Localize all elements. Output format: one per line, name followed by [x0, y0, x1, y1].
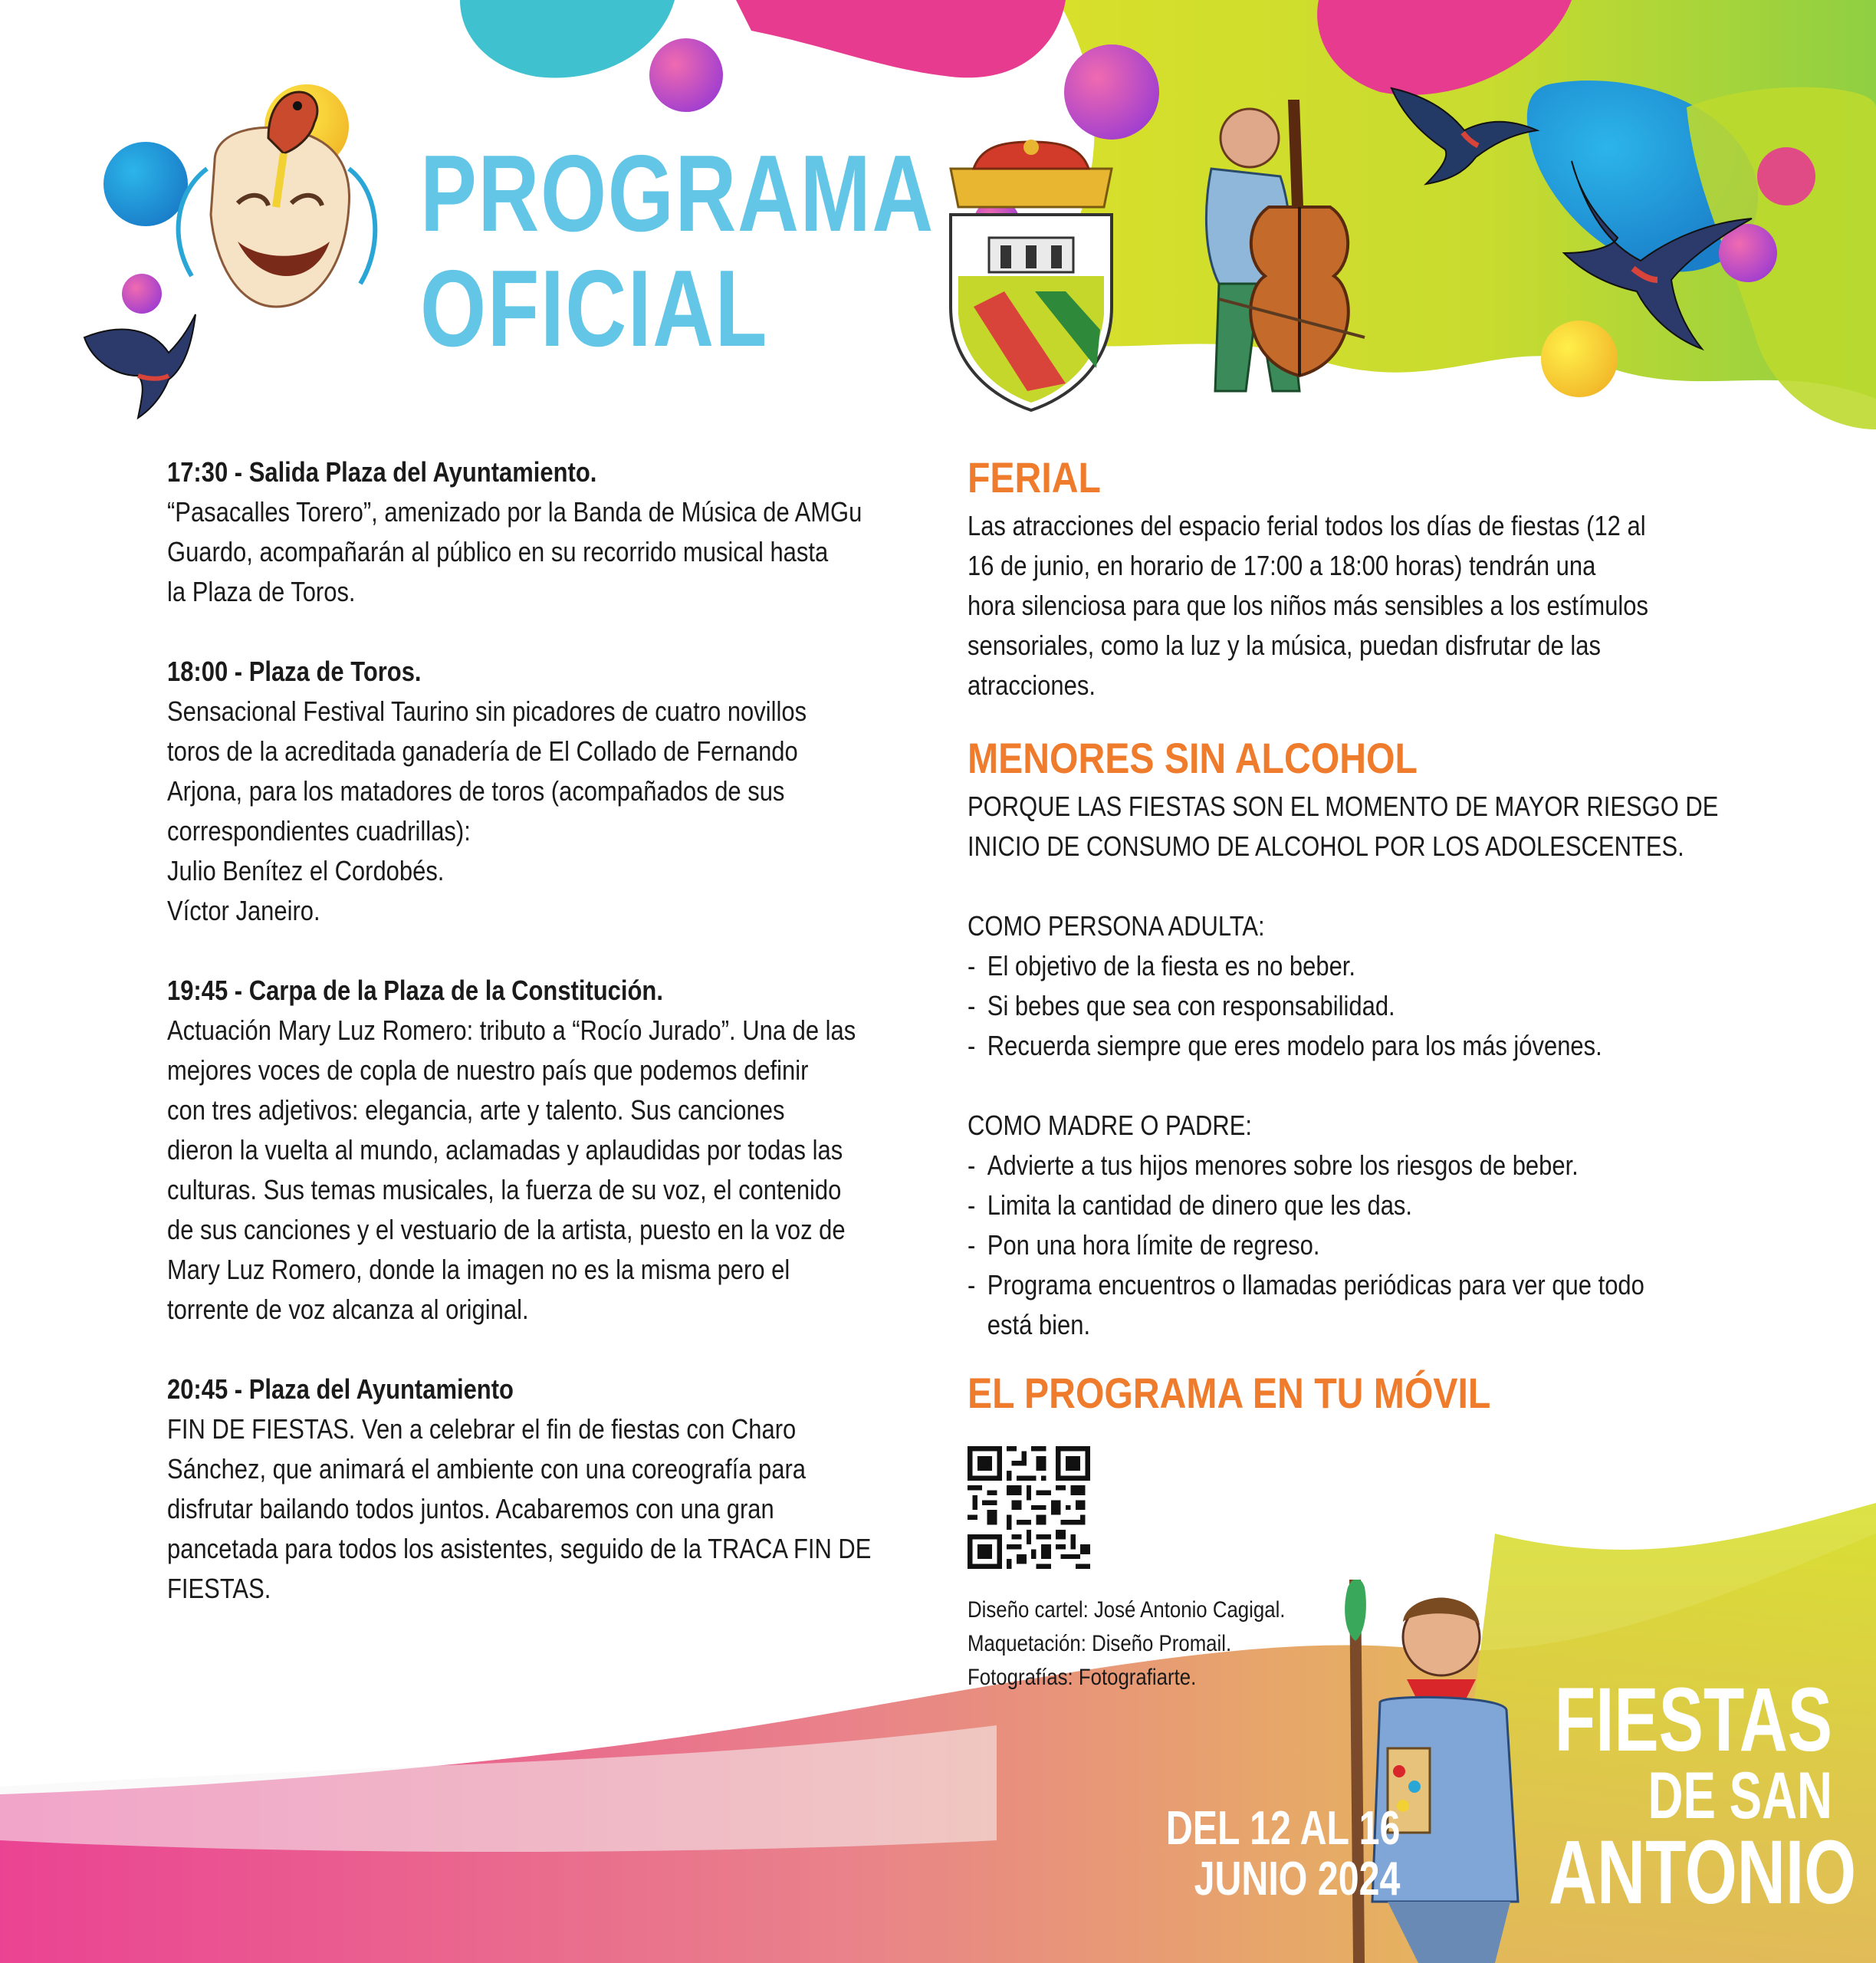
- event-time: 17:30: [167, 456, 228, 488]
- event-text-line: Arjona, para los matadores de toros (acompañados de sus: [167, 775, 785, 807]
- padres-list: [968, 1146, 1719, 1345]
- dates-line-1: DEL 12 AL 16: [1165, 1802, 1401, 1855]
- event-text-line: la Plaza de Toros.: [167, 576, 356, 607]
- theater-mask-icon: [169, 77, 383, 360]
- feria-section: [968, 452, 1719, 705]
- swallow-icon: [1556, 153, 1756, 353]
- coat-of-arms-icon: [928, 138, 1135, 414]
- event-text-line: Víctor Janeiro.: [167, 895, 320, 926]
- event-text-line: con tres adjetivos: elegancia, arte y talento. Sus canciones: [167, 1094, 785, 1126]
- credits: [968, 1593, 1285, 1695]
- feria-text-line: hora silenciosa para que los niños más sensibles a los estímulos: [968, 590, 1648, 621]
- festival-name: [1549, 1669, 1857, 1923]
- event-text-line: Mary Luz Romero, donde la imagen no es la misma pero el: [167, 1254, 790, 1285]
- event-text-line: Julio Benítez el Cordobés.: [167, 855, 445, 886]
- program-list: [167, 452, 918, 1649]
- event-text-line: pancetada para todos los asistentes, seguido de la TRACA FIN DE: [167, 1533, 872, 1564]
- list-item: - Limita la cantidad de dinero que les das.: [968, 1185, 1719, 1225]
- event-2: [167, 652, 918, 931]
- title-line-1: PROGRAMA: [420, 133, 935, 255]
- painter-figure-icon: [1334, 1580, 1541, 1963]
- event-text-line: FIN DE FIESTAS. Ven a celebrar el fin de fiestas con Charo: [167, 1413, 797, 1445]
- feria-text-line: sensoriales, como la luz y la música, puedan disfrutar de las: [968, 630, 1602, 661]
- list-item: - Programa encuentros o llamadas periódicas para ver que todo está bien.: [968, 1265, 1647, 1345]
- event-text-line: mejores voces de copla de nuestro país que podemos definir: [167, 1054, 809, 1086]
- menores-section: [968, 733, 1719, 1345]
- event-time: 19:45: [167, 975, 228, 1006]
- event-text-line: dieron la vuelta al mundo, aclamadas y aplaudidas por todas las: [167, 1134, 843, 1166]
- credit-line: Diseño cartel: José Antonio Cagigal.: [968, 1597, 1286, 1623]
- event-text-line: toros de la acreditada ganadería de El Collado de Fernando: [167, 735, 798, 767]
- dates-line-2: JUNIO 2024: [1194, 1853, 1401, 1905]
- list-item: - El objetivo de la fiesta es no beber.: [968, 946, 1719, 986]
- event-text-line: FIESTAS.: [167, 1573, 271, 1604]
- event-text-line: de sus canciones y el vestuario de la artista, puesto en la voz de: [167, 1214, 846, 1245]
- adulta-heading: COMO PERSONA ADULTA:: [968, 910, 1265, 942]
- event-time: 20:45: [167, 1373, 228, 1405]
- feria-text-line: Las atracciones del espacio ferial todos los días de fiestas (12 al: [968, 510, 1646, 541]
- event-place: Salida Plaza del Ayuntamiento.: [248, 456, 597, 488]
- padres-heading: COMO MADRE O PADRE:: [968, 1110, 1252, 1141]
- credit-line: Fotografías: Fotografiarte.: [968, 1665, 1197, 1690]
- list-item: - Si bebes que sea con responsabilidad.: [968, 986, 1719, 1026]
- event-heading: 20:45 - Plaza del Ayuntamiento: [167, 1373, 514, 1405]
- festival-name-line-2: DE SAN: [1648, 1759, 1832, 1833]
- event-text-line: Sánchez, que animará el ambiente con una coreografía para: [167, 1453, 807, 1485]
- event-text-line: torrente de voz alcanza al original.: [167, 1294, 529, 1325]
- qr-code-icon[interactable]: [968, 1446, 1090, 1569]
- swallow-icon: [77, 307, 199, 422]
- event-heading: 19:45 - Carpa de la Plaza de la Constitución.: [167, 975, 663, 1006]
- festival-name-line-1: FIESTAS: [1554, 1669, 1832, 1771]
- menores-intro-line: INICIO DE CONSUMO DE ALCOHOL POR LOS ADOLESCENTES.: [968, 830, 1684, 862]
- event-text-line: correspondientes cuadrillas):: [167, 815, 471, 847]
- page-title: [420, 133, 935, 370]
- event-text-line: Sensacional Festival Taurino sin picadores de cuatro novillos: [167, 695, 807, 727]
- event-3: [167, 971, 918, 1330]
- event-place: Plaza de Toros.: [248, 656, 422, 687]
- menores-intro-line: PORQUE LAS FIESTAS SON EL MOMENTO DE MAYOR RIESGO DE: [968, 791, 1719, 822]
- festival-name-line-3: ANTONIO: [1549, 1822, 1857, 1923]
- section-title-movil: EL PROGRAMA EN TU MÓVIL: [968, 1369, 1491, 1417]
- event-place: Plaza del Ayuntamiento: [248, 1373, 514, 1405]
- event-heading: 17:30 - Salida Plaza del Ayuntamiento.: [167, 456, 597, 488]
- feria-text-line: 16 de junio, en horario de 17:00 a 18:00 horas) tendrán una: [968, 550, 1596, 581]
- swallow-icon: [1388, 73, 1541, 188]
- menores-intro: [968, 787, 1719, 866]
- event-4: [167, 1369, 918, 1609]
- section-title-menores: MENORES SIN ALCOHOL: [968, 734, 1418, 782]
- event-text-line: Actuación Mary Luz Romero: tributo a “Rocío Jurado”. Una de las: [167, 1014, 856, 1046]
- list-item: - Advierte a tus hijos menores sobre los riesgos de beber.: [968, 1146, 1719, 1185]
- list-item: - Pon una hora límite de regreso.: [968, 1225, 1719, 1265]
- event-text-line: “Pasacalles Torero”, amenizado por la Banda de Música de AMGu: [167, 496, 862, 528]
- section-title-ferial: FERIAL: [968, 453, 1101, 501]
- title-line-2: OFICIAL: [420, 248, 768, 370]
- festival-dates: [1113, 1804, 1400, 1905]
- event-heading: 18:00 - Plaza de Toros.: [167, 656, 422, 687]
- event-text-line: Guardo, acompañarán al público en su recorrido musical hasta: [167, 536, 829, 567]
- credit-line: Maquetación: Diseño Promail.: [968, 1631, 1232, 1656]
- double-bass-player-icon: [1173, 54, 1388, 406]
- adulta-list: [968, 946, 1719, 1066]
- event-1: [167, 452, 918, 612]
- event-place: Carpa de la Plaza de la Constitución.: [248, 975, 663, 1006]
- feria-text-line: atracciones.: [968, 669, 1096, 701]
- event-text-line: disfrutar bailando todos juntos. Acabaremos con una gran: [167, 1493, 774, 1524]
- event-text-line: culturas. Sus temas musicales, la fuerza de su voz, el contenido: [167, 1174, 842, 1205]
- event-time: 18:00: [167, 656, 228, 687]
- info-column: [968, 452, 1719, 1422]
- list-item: - Recuerda siempre que eres modelo para los más jóvenes.: [968, 1026, 1719, 1066]
